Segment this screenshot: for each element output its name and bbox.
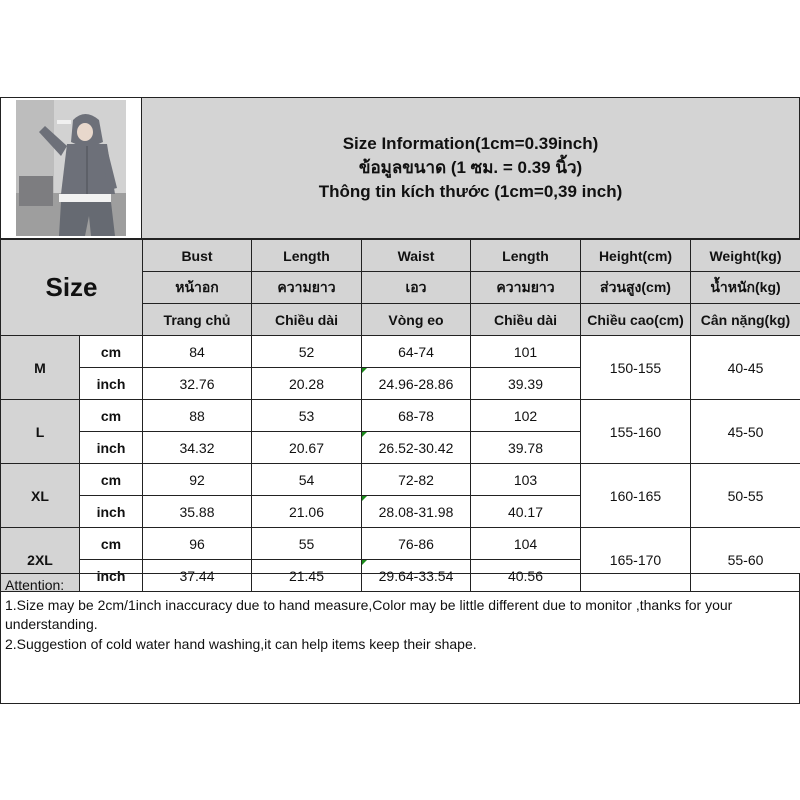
title-banner: [142, 97, 800, 239]
bust-cm: 88: [143, 400, 252, 432]
unit-cm: cm: [80, 464, 143, 496]
length2-cm: 102: [471, 400, 581, 432]
length2-inch: 39.78: [471, 432, 581, 464]
col-waist-en: Waist: [362, 240, 471, 272]
unit-inch: inch: [80, 496, 143, 528]
waist-inch: 24.96-28.86: [362, 368, 471, 400]
height-range: 165-170: [581, 528, 691, 592]
col-weight-vi: Cân nặng(kg): [691, 304, 800, 336]
unit-cm: cm: [80, 336, 143, 368]
col-height-th: ส่วนสูง(cm): [581, 272, 691, 304]
length2-inch: 40.17: [471, 496, 581, 528]
title-thai: ข้อมูลขนาด (1 ซม. = 0.39 นิ้ว): [358, 158, 583, 177]
header-row-english: [1, 240, 800, 272]
col-waist-vi: Vòng eo: [362, 304, 471, 336]
col-length2-vi: Chiều dài: [471, 304, 581, 336]
col-height-en: Height(cm): [581, 240, 691, 272]
size-label: L: [1, 400, 80, 464]
bust-inch: 32.76: [143, 368, 252, 400]
notes-line-1: 1.Size may be 2cm/1inch inaccuracy due to hand measure,Color may be little different due to monitor ,thanks for your understanding.: [5, 596, 733, 632]
waist-cm: 68-78: [362, 400, 471, 432]
unit-cm: cm: [80, 400, 143, 432]
waist-cm: 76-86: [362, 528, 471, 560]
col-bust-vi: Trang chủ: [143, 304, 252, 336]
bust-inch: 34.32: [143, 432, 252, 464]
bust-inch: 37.44: [143, 560, 252, 592]
weight-range: 45-50: [691, 400, 800, 464]
col-bust-en: Bust: [143, 240, 252, 272]
height-range: 150-155: [581, 336, 691, 400]
col-length-vi: Chiều dài: [252, 304, 362, 336]
size-label: M: [1, 336, 80, 400]
length-inch: 21.45: [252, 560, 362, 592]
notes-line-2: 2.Suggestion of cold water hand washing,it can help items keep their shape.: [5, 635, 477, 652]
table-row: [1, 464, 800, 496]
model-image: [1, 98, 141, 238]
col-length2-th: ความยาว: [471, 272, 581, 304]
length2-inch: 40.56: [471, 560, 581, 592]
size-chart: [0, 97, 800, 703]
length-inch: 20.67: [252, 432, 362, 464]
weight-range: 50-55: [691, 464, 800, 528]
length-cm: 53: [252, 400, 362, 432]
unit-inch: inch: [80, 560, 143, 592]
waist-inch: 29.64-33.54: [362, 560, 471, 592]
length2-inch: 39.39: [471, 368, 581, 400]
waist-cm: 64-74: [362, 336, 471, 368]
unit-inch: inch: [80, 432, 143, 464]
size-label: XL: [1, 464, 80, 528]
title-english: Size Information(1cm=0.39inch): [342, 134, 599, 153]
weight-range: 40-45: [691, 336, 800, 400]
length2-cm: 104: [471, 528, 581, 560]
length-cm: 54: [252, 464, 362, 496]
bust-cm: 84: [143, 336, 252, 368]
length-inch: 21.06: [252, 496, 362, 528]
bust-cm: 96: [143, 528, 252, 560]
waist-inch: 28.08-31.98: [362, 496, 471, 528]
unit-inch: inch: [80, 368, 143, 400]
table-row: [1, 336, 800, 368]
height-range: 160-165: [581, 464, 691, 528]
bust-inch: 35.88: [143, 496, 252, 528]
waist-cm: 72-82: [362, 464, 471, 496]
size-table: [0, 239, 800, 592]
size-header: Size: [1, 240, 143, 336]
bust-cm: 92: [143, 464, 252, 496]
length-inch: 20.28: [252, 368, 362, 400]
col-weight-th: น้ำหนัก(kg): [691, 272, 800, 304]
attention-notes: [0, 573, 800, 704]
length-cm: 52: [252, 336, 362, 368]
table-row: [1, 528, 800, 560]
col-bust-th: หน้าอก: [143, 272, 252, 304]
col-weight-en: Weight(kg): [691, 240, 800, 272]
notes-heading: Attention:: [5, 577, 65, 593]
waist-inch: 26.52-30.42: [362, 432, 471, 464]
col-waist-th: เอว: [362, 272, 471, 304]
length-cm: 55: [252, 528, 362, 560]
weight-range: 55-60: [691, 528, 800, 592]
unit-cm: cm: [80, 528, 143, 560]
title-vietnamese: Thông tin kích thước (1cm=0,39 inch): [318, 182, 623, 201]
col-length-en: Length: [252, 240, 362, 272]
col-height-vi: Chiều cao(cm): [581, 304, 691, 336]
product-photo: [0, 97, 142, 239]
table-row: [1, 400, 800, 432]
col-length2-en: Length: [471, 240, 581, 272]
length2-cm: 103: [471, 464, 581, 496]
col-length-th: ความยาว: [252, 272, 362, 304]
size-label: 2XL: [1, 528, 80, 592]
height-range: 155-160: [581, 400, 691, 464]
length2-cm: 101: [471, 336, 581, 368]
